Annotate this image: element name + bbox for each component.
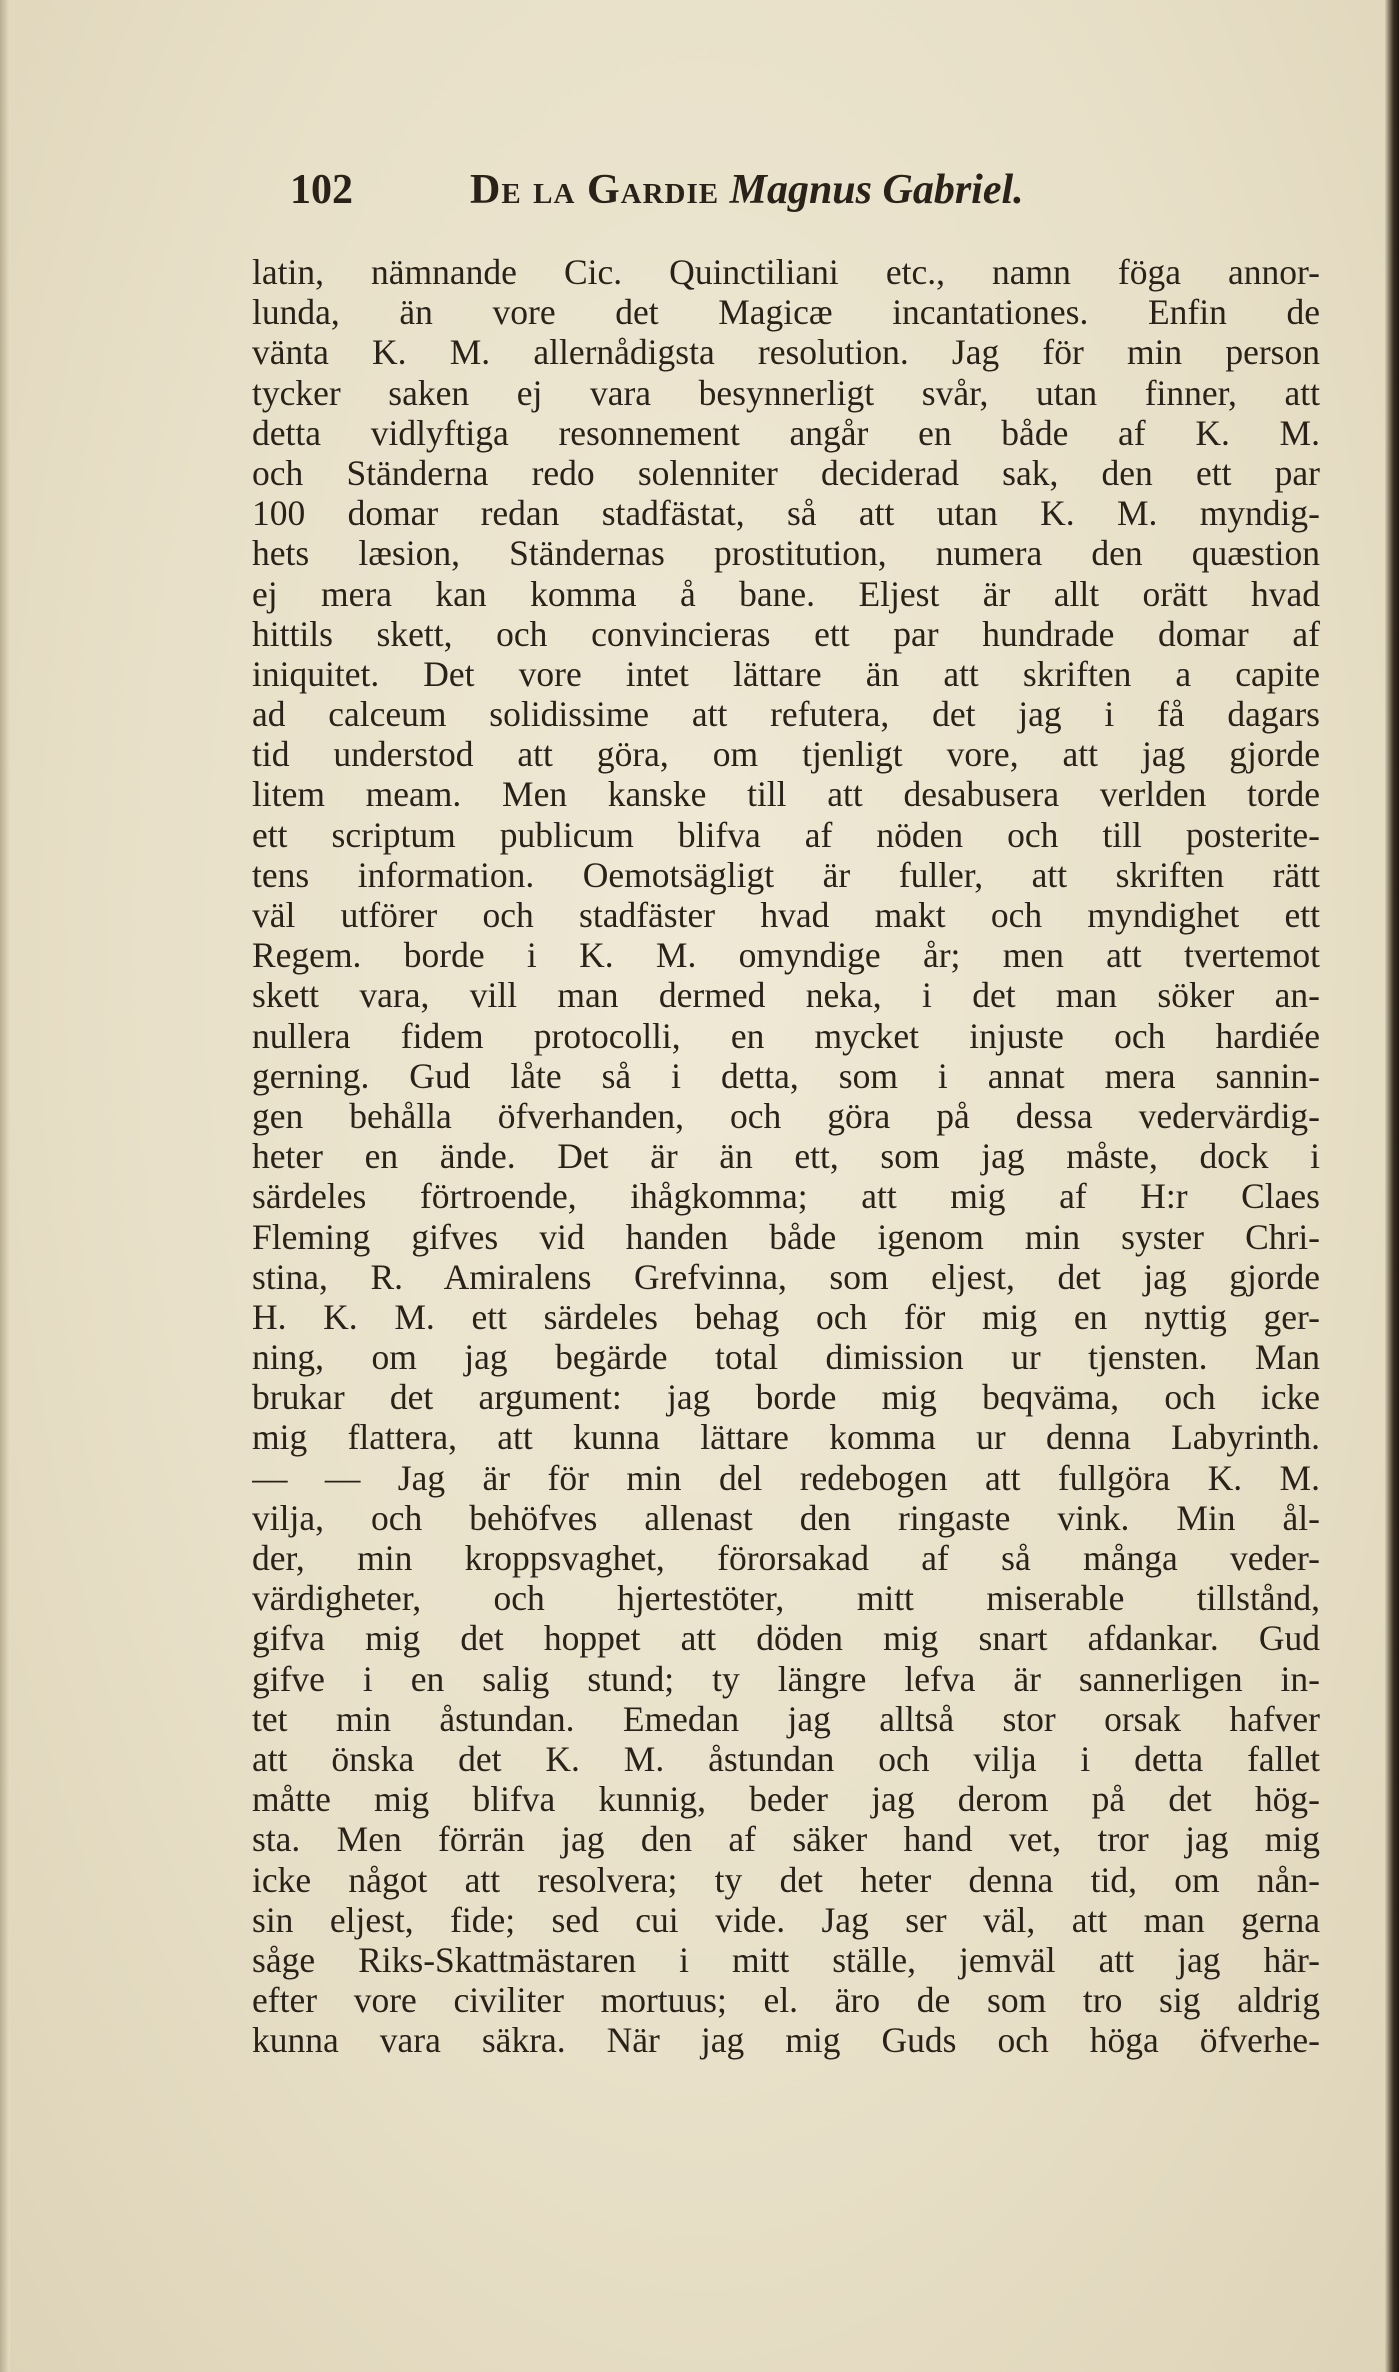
text-line: Regem. borde i K. M. omyndige år; men att tvertemot: [252, 935, 1320, 976]
page-left-edge: [0, 0, 10, 2372]
text-line: att önska det K. M. åstundan och vilja i detta fallet: [252, 1738, 1320, 1779]
text-line: tid understod att göra, om tjenligt vore, att jag gjorde: [252, 734, 1320, 775]
text-line: värdigheter, och hjertestöter, mitt miserable tillstånd,: [252, 1578, 1320, 1619]
text-line: väl utförer och stadfäster hvad makt och myndighet ett: [252, 895, 1320, 935]
text-line: ett scriptum publicum blifva af nöden och till posterite-: [252, 814, 1320, 855]
text-line: hets læsion, Ständernas prostitution, numera den quæstion: [252, 533, 1320, 574]
text-line: tens information. Oemotsägligt är fuller, att skriften rätt: [252, 854, 1320, 895]
text-line: latin, nämnande Cic. Quinctiliani etc., namn föga annor-: [252, 252, 1320, 292]
text-line: särdeles förtroende, ihågkomma; att mig af H:r Claes: [252, 1176, 1320, 1217]
text-line: ej mera kan komma å bane. Eljest är allt orätt hvad: [252, 573, 1320, 614]
text-line: — — Jag är för min del redebogen att fullgöra K. M.: [252, 1457, 1320, 1498]
text-line: kunna vara säkra. När jag mig Guds och höga öfverhe-: [252, 2020, 1320, 2061]
text-line: vilja, och behöfves allenast den ringaste vink. Min ål-: [252, 1497, 1320, 1538]
text-line: brukar det argument: jag borde mig beqväma, och icke: [252, 1377, 1320, 1418]
text-line: sta. Men förrän jag den af säker hand vet, tror jag mig: [252, 1819, 1320, 1860]
text-line: litem meam. Men kanske till att desabusera verlden torde: [252, 774, 1320, 815]
text-line: ning, om jag begärde total dimission ur tjensten. Man: [252, 1337, 1320, 1378]
text-line: gerning. Gud låte så i detta, som i annat mera sannin-: [252, 1055, 1320, 1096]
running-head-name: De la Gardie: [470, 167, 720, 213]
text-line: skett vara, vill man dermed neka, i det man söker an-: [252, 975, 1320, 1016]
text-line: ad calceum solidissime att refutera, det jag i få dagars: [252, 694, 1320, 735]
text-line: Fleming gifves vid handen både igenom min syster Chri-: [252, 1216, 1320, 1257]
text-line: gen behålla öfverhanden, och göra på dessa vedervärdig-: [252, 1095, 1320, 1136]
text-line: såge Riks-Skattmästaren i mitt ställe, jemväl att jag här-: [252, 1939, 1320, 1980]
page-header: [290, 160, 1170, 220]
text-line: tet min åstundan. Emedan jag alltså stor orsak hafver: [252, 1698, 1320, 1739]
text-line: heter en ände. Det är än ett, som jag måste, dock i: [252, 1136, 1320, 1177]
text-line: iniquitet. Det vore intet lättare än att skriften a capite: [252, 653, 1320, 694]
text-line: vänta K. M. allernådigsta resolution. Jag för min person: [252, 332, 1320, 373]
text-line: mig flattera, att kunna lättare komma ur denna Labyrinth.: [252, 1417, 1320, 1458]
text-line: lunda, än vore det Magicæ incantationes. Enfin de: [252, 292, 1320, 333]
body-text: [252, 252, 1320, 2060]
page-number: 102: [290, 167, 353, 213]
text-line: stina, R. Amiralens Grefvinna, som eljest, det jag gjorde: [252, 1256, 1320, 1297]
text-line: detta vidlyftiga resonnement angår en både af K. M.: [252, 412, 1320, 453]
running-head-given-names: Magnus Gabriel.: [729, 167, 1024, 213]
text-line: måtte mig blifva kunnig, beder jag derom på det hög-: [252, 1779, 1320, 1820]
text-line: gifve i en salig stund; ty längre lefva är sannerligen in-: [252, 1658, 1320, 1699]
text-line: sin eljest, fide; sed cui vide. Jag ser väl, att man gerna: [252, 1899, 1320, 1940]
running-head: [470, 160, 1024, 220]
text-line: och Ständerna redo solenniter deciderad sak, den ett par: [252, 452, 1320, 493]
page-right-edge: [1385, 0, 1399, 2372]
text-line: der, min kroppsvaghet, förorsakad af så många veder-: [252, 1538, 1320, 1578]
text-line: hittils skett, och convincieras ett par hundrade domar af: [252, 613, 1320, 654]
text-line: gifva mig det hoppet att döden mig snart afdankar. Gud: [252, 1618, 1320, 1659]
text-line: tycker saken ej vara besynnerligt svår, utan finner, att: [252, 372, 1320, 413]
text-line: icke något att resolvera; ty det heter denna tid, om nån-: [252, 1859, 1320, 1900]
text-line: efter vore civiliter mortuus; el. äro de som tro sig aldrig: [252, 1980, 1320, 2021]
text-line: 100 domar redan stadfästat, så att utan K. M. myndig-: [252, 493, 1320, 534]
text-line: H. K. M. ett särdeles behag och för mig en nyttig ger-: [252, 1296, 1320, 1337]
text-line: nullera fidem protocolli, en mycket injuste och hardiée: [252, 1015, 1320, 1056]
